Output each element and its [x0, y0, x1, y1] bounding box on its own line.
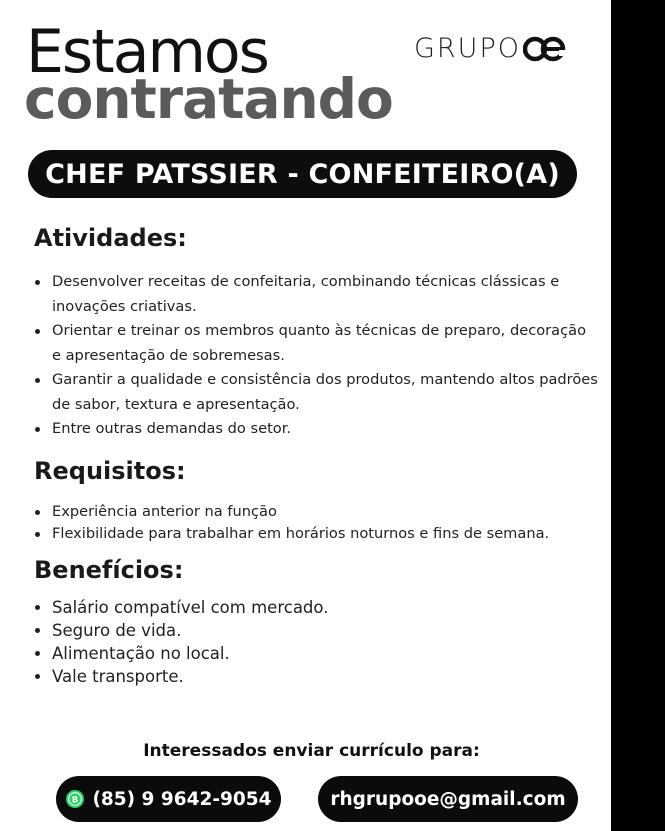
- beneficios-heading: Benefícios:: [34, 556, 184, 584]
- list-item: Vale transporte.: [34, 665, 434, 688]
- phone-contact-pill[interactable]: [56, 776, 281, 822]
- whatsapp-business-icon: [65, 789, 85, 809]
- requisitos-heading: Requisitos:: [34, 457, 186, 485]
- headline-contratando: contratando: [24, 67, 393, 131]
- list-item: Entre outras demandas do setor.: [34, 417, 599, 442]
- list-item: Alimentação no local.: [34, 642, 434, 665]
- atividades-list: [34, 270, 599, 442]
- headline-estamos: Estamos: [26, 17, 268, 87]
- email-address: rhgrupooe@gmail.com: [330, 788, 566, 810]
- requisitos-list: [34, 501, 599, 545]
- list-item: Salário compatível com mercado.: [34, 596, 434, 619]
- logo-text: GRUPO: [414, 33, 521, 64]
- email-contact-pill[interactable]: [318, 776, 578, 822]
- list-item: Desenvolver receitas de confeitaria, combinando técnicas clássicas e inovações criativas.: [34, 270, 599, 319]
- svg-text:B: B: [72, 795, 79, 806]
- list-item: Seguro de vida.: [34, 619, 434, 642]
- list-item: Orientar e treinar os membros quanto às técnicas de preparo, decoração e apresentação de sobremesas.: [34, 319, 599, 368]
- contact-label: Interessados enviar currículo para:: [143, 741, 480, 761]
- list-item: Experiência anterior na função: [34, 501, 599, 523]
- grupo-oe-logo: [414, 33, 567, 64]
- phone-number: (85) 9 9642-9054: [92, 788, 272, 810]
- list-item: Flexibilidade para trabalhar em horários noturnos e fins de semana.: [34, 523, 599, 545]
- oe-logo-mark-icon: [523, 36, 567, 62]
- atividades-heading: Atividades:: [34, 224, 187, 252]
- right-black-border: [611, 0, 665, 831]
- job-title-banner: CHEF PATSSIER - CONFEITEIRO(A): [28, 150, 577, 198]
- beneficios-list: [34, 596, 434, 688]
- list-item: Garantir a qualidade e consistência dos produtos, mantendo altos padrões de sabor, textura e apresentação.: [34, 368, 599, 417]
